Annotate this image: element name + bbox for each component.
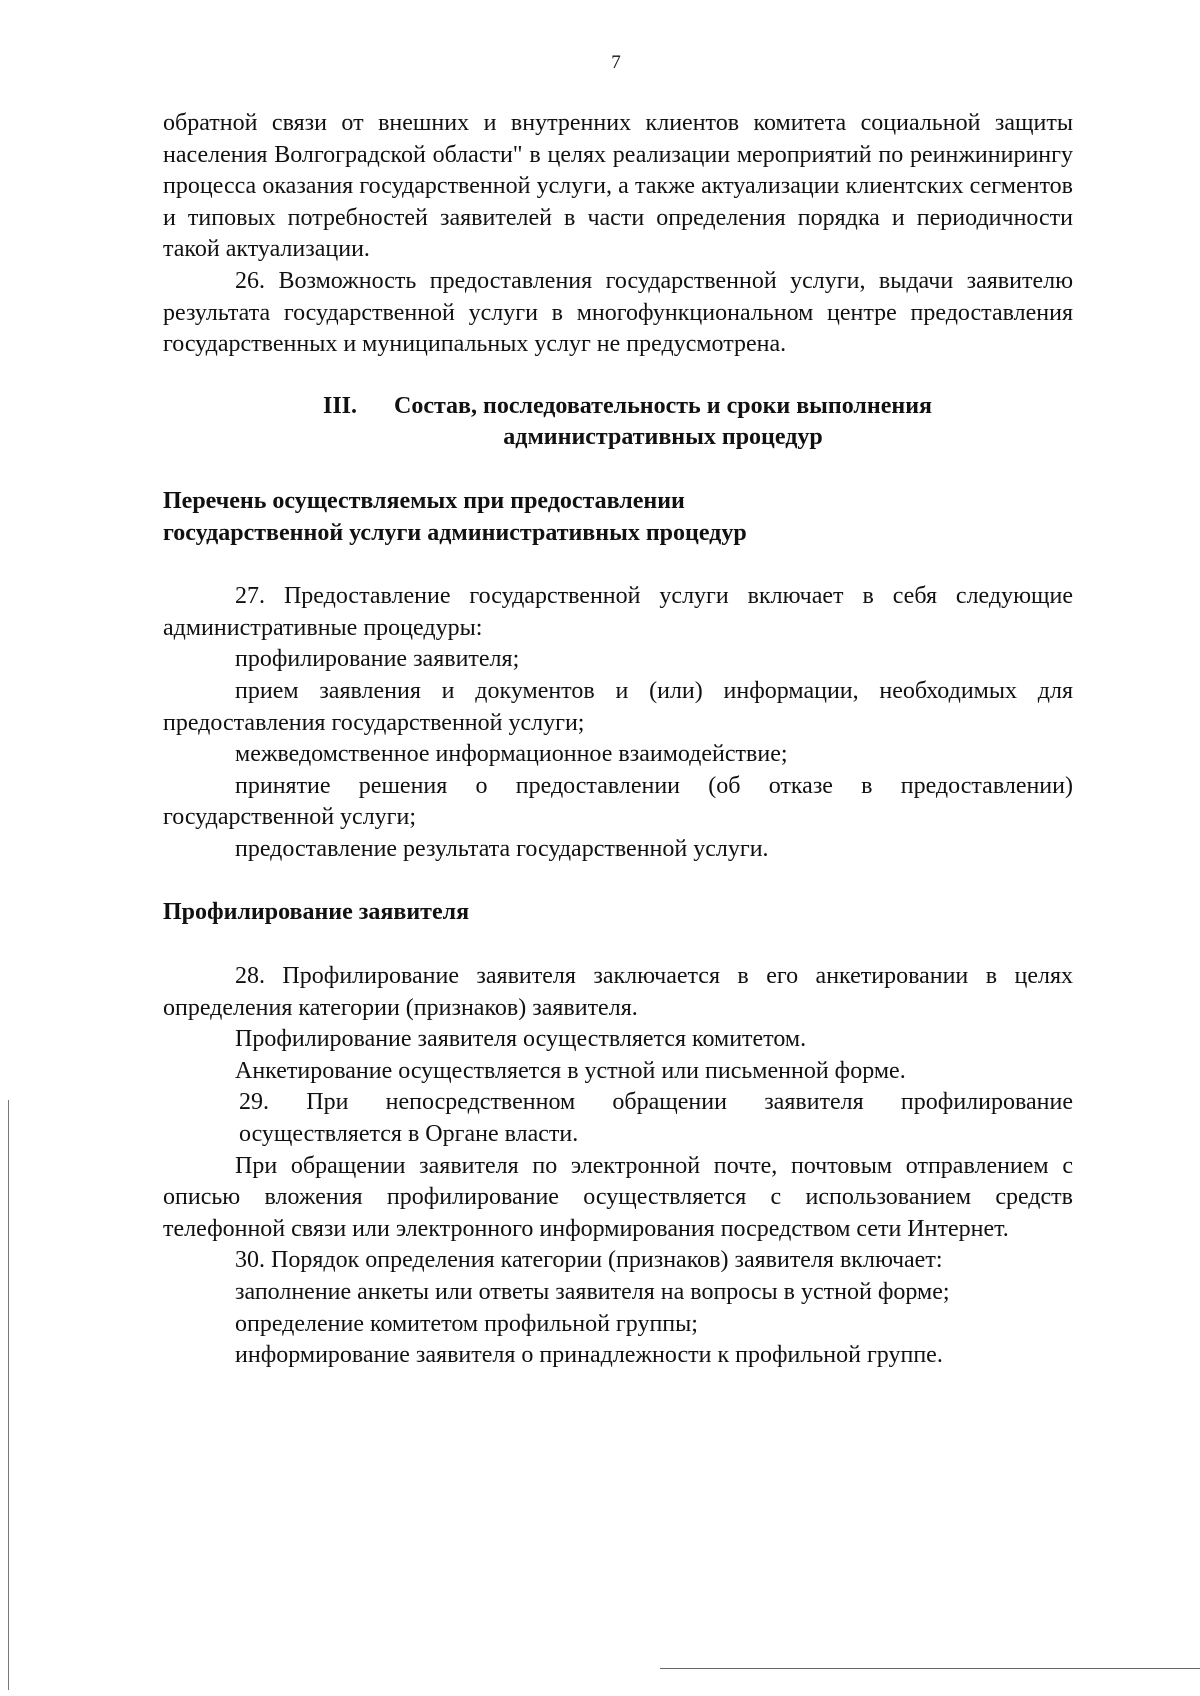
item-27-procedure-2: прием заявления и документов и (или) информации, необходимых для предоставления государственной услуги;	[163, 677, 1073, 736]
subsection-list-title-line2: государственной услуги административных процедур	[163, 519, 747, 546]
item-27-procedure-1: профилирование заявителя;	[235, 646, 520, 673]
item-28-paragraph: 28. Профилирование заявителя заключается в его анкетировании в целях определения категории (признаков) заявителя.	[163, 963, 1073, 1021]
subsection-profiling-title: Профилирование заявителя	[163, 899, 470, 926]
section-iii-title	[163, 391, 1073, 454]
item-30-step-3: информирование заявителя о принадлежности к профильной группе.	[235, 1342, 943, 1369]
section-iii-title-line1: Состав, последовательность и сроки выполнения	[393, 392, 933, 419]
section-iii-title-line2: административных процедур	[503, 424, 823, 451]
subsection-list-title-line1: Перечень осуществляемых при предоставлении	[163, 487, 685, 514]
item-30-step-1: заполнение анкеты или ответы заявителя на вопросы в устной форме;	[235, 1279, 950, 1305]
subsection-list-title	[163, 486, 1073, 549]
item-28-para2: Профилирование заявителя осуществляется комитетом.	[235, 1026, 807, 1053]
item-30-intro: 30. Порядок определения категории (признаков) заявителя включает:	[235, 1247, 943, 1274]
document-body	[163, 108, 1073, 1372]
item-29-paragraph: 29. При непосредственном обращении заявителя профилирование осуществляется в Органе власти.	[239, 1089, 1073, 1148]
item-26-paragraph: 26. Возможность предоставления государственной услуги, выдачи заявителю результата государственной услуги в многофункциональном центре предоставления государственных и муниципальных услуг не предусмотрена.	[163, 267, 1073, 358]
item-30-step-2: определение комитетом профильной группы;	[235, 1310, 698, 1337]
section-iii-number: III.	[323, 392, 358, 419]
item-27-procedure-4: принятие решения о предоставлении (об отказе в предоставлении) государственной услуги;	[163, 772, 1073, 831]
page-number: 7	[611, 52, 621, 73]
item-29-para2: При обращении заявителя по электронной почте, почтовым отправлением с описью вложения профилирование осуществляется с использованием средств телефонной связи или электронного информирования посредством сети Интернет.	[163, 1152, 1073, 1242]
item-27-procedure-5: предоставление результата государственной услуги.	[235, 835, 769, 862]
scan-margin-line	[8, 1100, 9, 1690]
item-27-intro: 27. Предоставление государственной услуги включает в себя следующие административные процедуры:	[163, 583, 1073, 641]
continuation-paragraph: обратной связи от внешних и внутренних клиентов комитета социальной защиты населения Волгоградской области" в целях реализации мероприятий по реинжинирингу процесса оказания государственной услуги, а также актуализации клиентских сегментов и типовых потребностей заявителей в части определения порядка и периодичности такой актуализации.	[163, 110, 1073, 263]
item-28-para3: Анкетирование осуществляется в устной или письменной форме.	[235, 1057, 906, 1084]
item-27-procedure-3: межведомственное информационное взаимодействие;	[235, 741, 788, 768]
bottom-rule	[660, 1668, 1200, 1669]
